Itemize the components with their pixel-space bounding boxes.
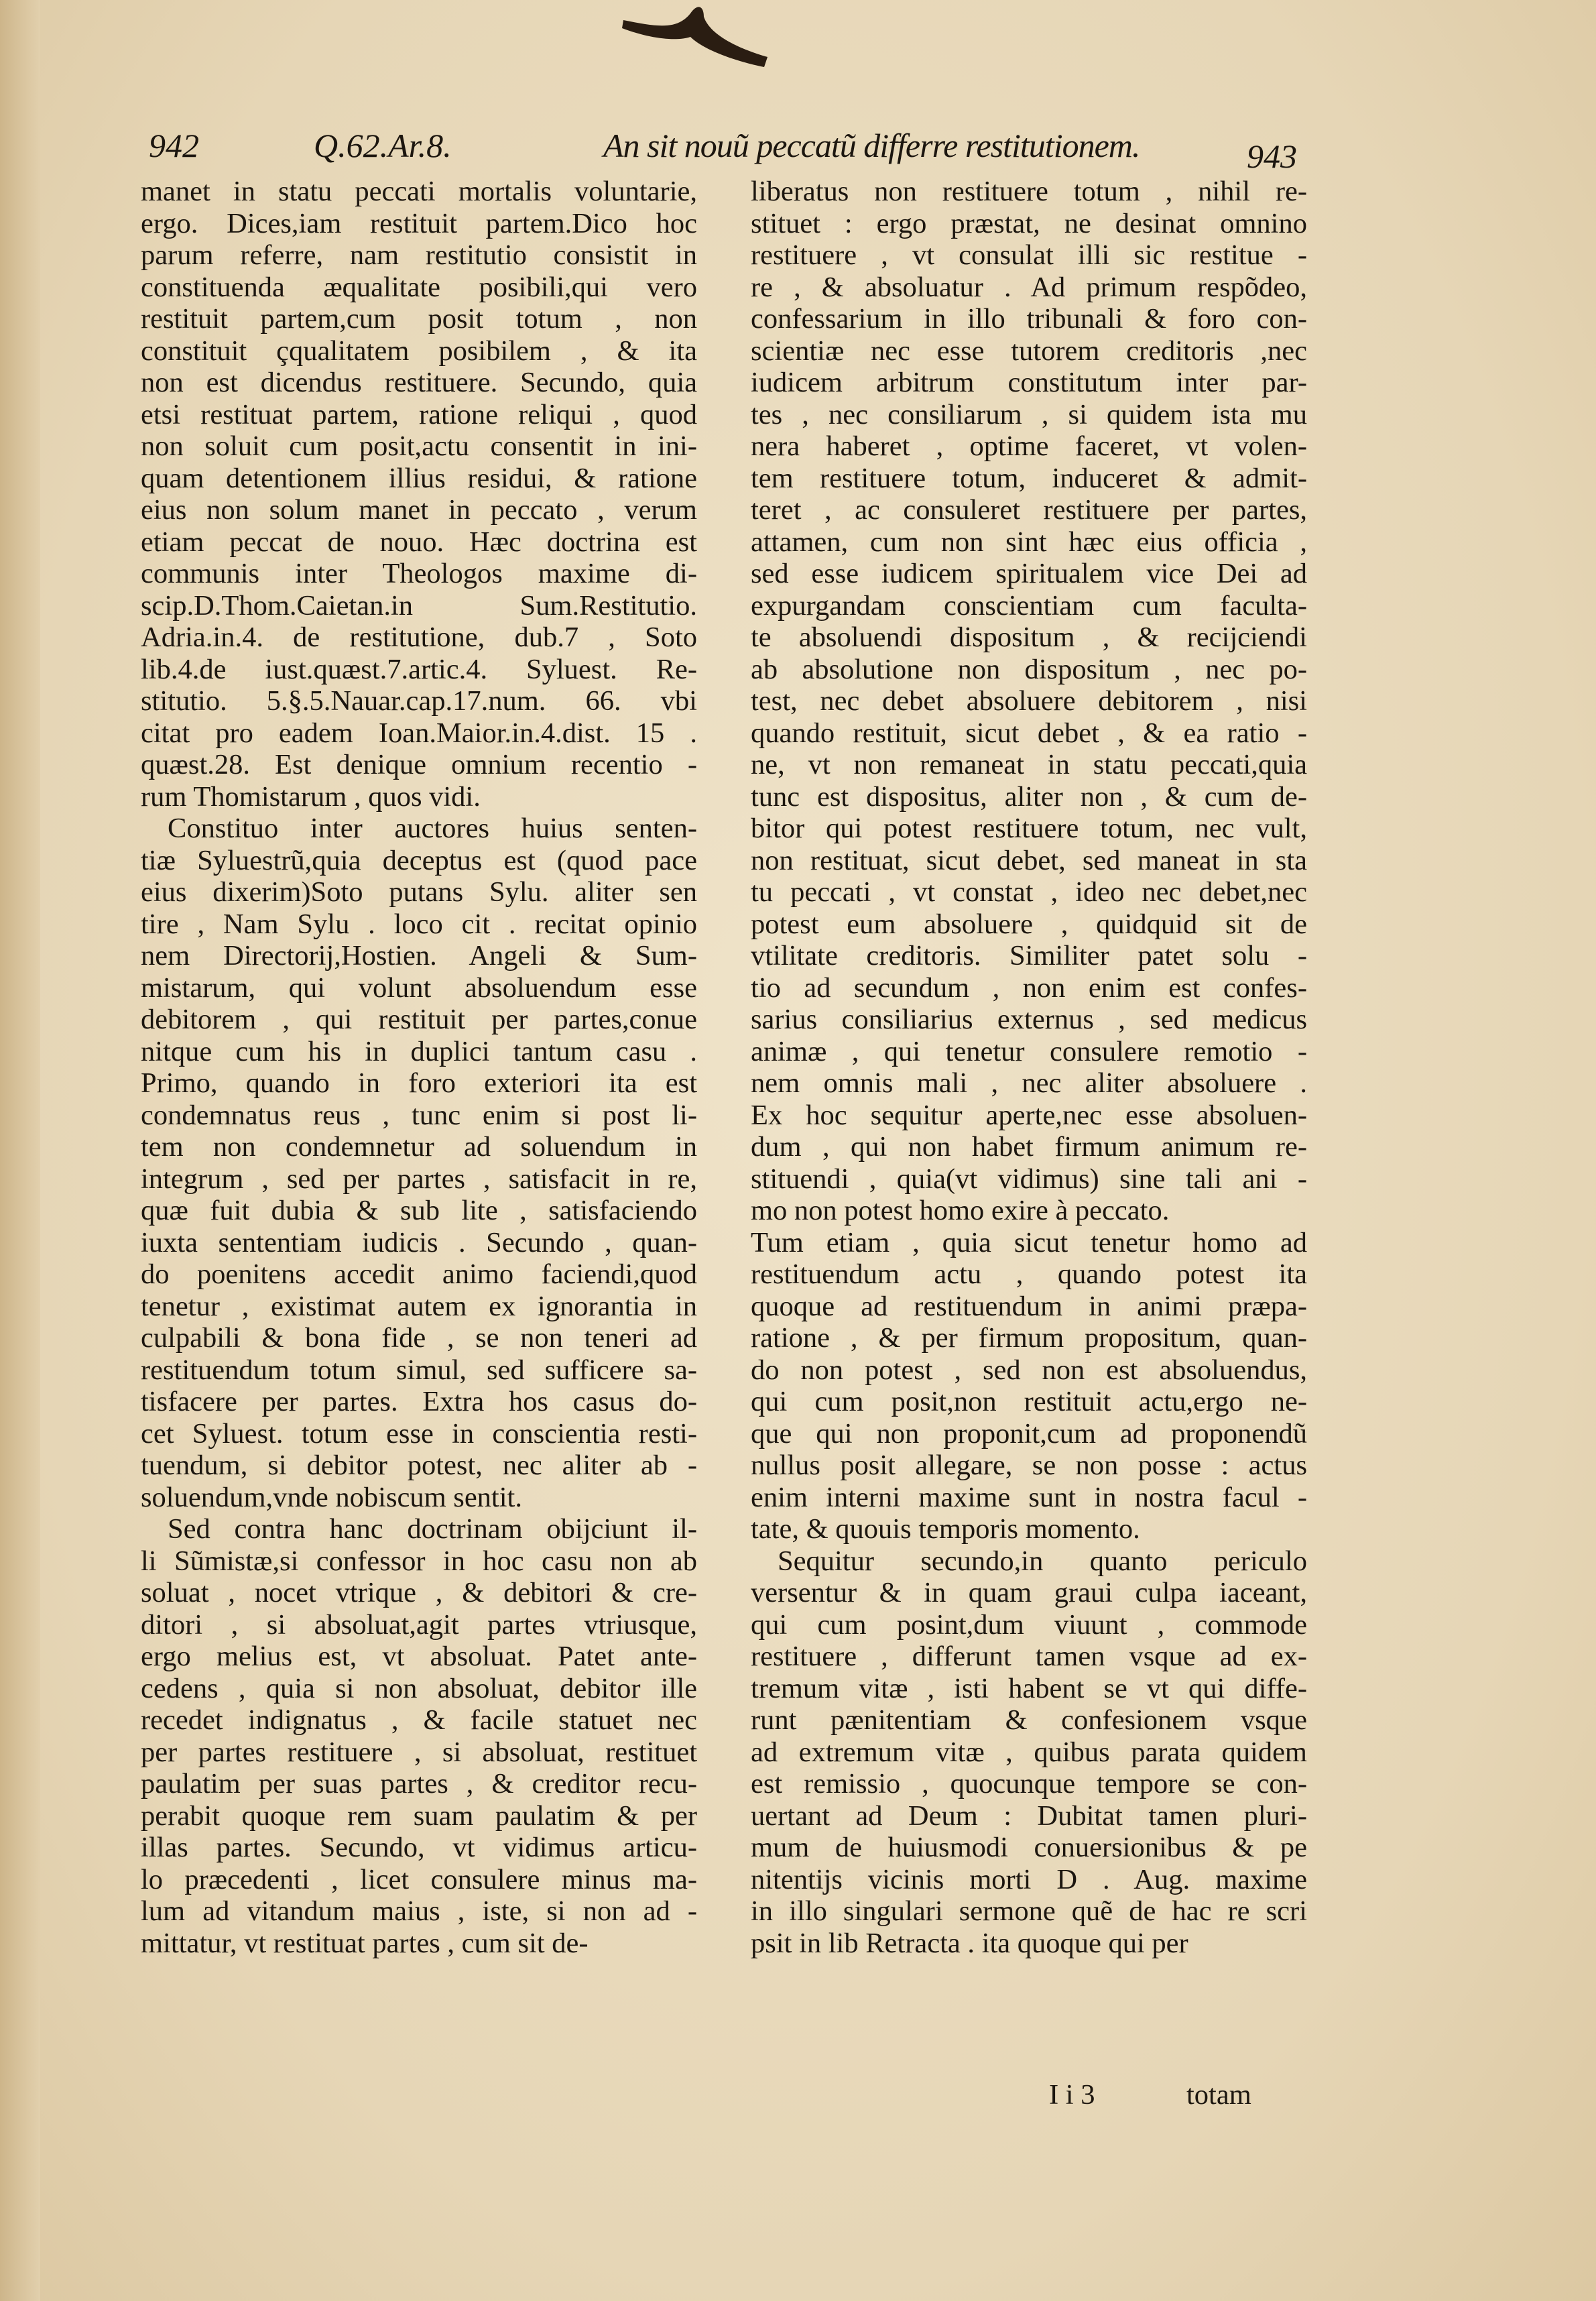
- text-line: nem Directorij,Hostien. Angeli & Sum-: [141, 940, 697, 971]
- text-line: non restituat, sicut debet, sed maneat in sta: [751, 844, 1307, 876]
- text-line: quando restituit, sicut debet , & ea ratio -: [751, 717, 1307, 749]
- text-line: soluat , nocet vtrique , & debitori & cre-: [141, 1577, 697, 1608]
- left-text-column: [141, 176, 697, 1959]
- text-line: mum de huiusmodi conuersionibus & pe: [751, 1832, 1307, 1863]
- text-line: teret , ac consuleret restituere per partes,: [751, 494, 1307, 526]
- text-line: cet Syluest. totum esse in conscientia resti-: [141, 1417, 697, 1450]
- text-line: stitutio. 5.§.5.Nauar.cap.17.num. 66. vbi: [141, 685, 697, 717]
- text-line: quam detentionem illius residui, & ratione: [141, 462, 697, 494]
- text-line: tunc est dispositus, aliter non , & cum de-: [751, 780, 1307, 813]
- text-line: restituit partem,cum posit totum , non: [141, 303, 697, 335]
- text-line: Constituo inter auctores huius senten-: [168, 813, 697, 844]
- text-line: mistarum, qui volunt absoluendum esse: [141, 971, 697, 1004]
- text-line: tremum vitæ , isti habent se vt qui diffe-: [751, 1672, 1307, 1704]
- text-line: tire , Nam Sylu . loco cit . recitat opinio: [141, 908, 697, 940]
- text-line: soluendum,vnde nobiscum sentit.: [141, 1481, 522, 1513]
- text-line: stituet : ergo præstat, ne desinat omnino: [751, 207, 1307, 239]
- text-line: lo præcedenti , licet consulere minus ma-: [141, 1863, 697, 1895]
- text-line: Adria.in.4. de restitutione, dub.7 , Soto: [141, 622, 697, 653]
- text-line: non est dicendus restituere. Secundo, quia: [141, 367, 697, 398]
- text-line: lum ad vitandum maius , iste, si non ad -: [141, 1895, 697, 1927]
- text-line: ne, vt non remaneat in statu peccati,quia: [751, 749, 1307, 780]
- text-line: Ex hoc sequitur aperte,nec esse absoluen-: [751, 1099, 1307, 1131]
- text-line: citat pro eadem Ioan.Maior.in.4.dist. 15 .: [141, 717, 697, 749]
- text-line: iuxta sententiam iudicis . Secundo , quan-: [141, 1226, 697, 1258]
- text-line: uertant ad Deum : Dubitat tamen pluri-: [751, 1800, 1307, 1832]
- running-title: An sit nouũ peccatũ differre restitutionem.: [603, 127, 1140, 164]
- text-line: restituendum totum simul, sed sufficere sa-: [141, 1354, 697, 1386]
- text-line: tio ad secundum , non enim est confes-: [751, 971, 1307, 1004]
- left-page-number: 942: [149, 127, 199, 164]
- text-line: recedet indignatus , & facile statuet nec: [141, 1704, 697, 1736]
- text-line: eius non solum manet in peccato , verum: [141, 494, 697, 526]
- text-line: quæ fuit dubia & sub lite , satisfaciendo: [141, 1195, 697, 1226]
- page-gutter-shadow: [0, 0, 40, 2301]
- text-line: nitentijs vicinis morti D . Aug. maxime: [751, 1863, 1307, 1895]
- text-line: rum Thomistarum , quos vidi.: [141, 780, 481, 813]
- text-line: scip.D.Thom.Caietan.in Sum.Restitutio.: [141, 589, 697, 622]
- text-line: potest eum absoluere , quidquid sit de: [751, 908, 1307, 940]
- text-line: bitor qui potest restituere totum, nec vult,: [751, 813, 1307, 844]
- text-line: nitque cum his in duplici tantum casu .: [141, 1035, 697, 1067]
- text-line: test, nec debet absoluere debitorem , nisi: [751, 685, 1307, 717]
- text-line: constituenda æqualitate posibili,qui vero: [141, 271, 697, 303]
- text-line: per partes restituere , si absoluat, restituet: [141, 1736, 697, 1768]
- text-line: quoque ad restituendum in animi præpa-: [751, 1290, 1307, 1322]
- text-line: enim interni maxime sunt in nostra facul -: [751, 1481, 1307, 1513]
- text-line: ditori , si absoluat,agit partes vtriusque,: [141, 1608, 697, 1641]
- text-line: manet in statu peccati mortalis voluntarie,: [141, 176, 697, 207]
- running-header: [141, 119, 1321, 180]
- text-line: ad extremum vitæ , quibus parata quidem: [751, 1736, 1307, 1768]
- text-line: paulatim per suas partes , & creditor recu-: [141, 1768, 697, 1800]
- text-line: tisfacere per partes. Extra hos casus do-: [141, 1386, 697, 1417]
- bookmark-ribbon-icon: [617, 0, 778, 74]
- text-line: tiæ Syluestrũ,quia deceptus est (quod pace: [141, 844, 697, 876]
- text-line: Primo, quando in foro exteriori ita est: [141, 1067, 697, 1099]
- text-line: parum referre, nam restitutio consistit in: [141, 239, 697, 271]
- text-line: tenetur , existimat autem ex ignorantia in: [141, 1290, 697, 1322]
- question-article-reference: Q.62.Ar.8.: [314, 127, 452, 164]
- text-line: mo non potest homo exire à peccato.: [751, 1195, 1170, 1226]
- text-line: ergo. Dices,iam restituit partem.Dico hoc: [141, 207, 697, 239]
- text-line: nullus posit allegare, se non posse : actus: [751, 1450, 1307, 1481]
- text-line: vtilitate creditoris. Similiter patet solu -: [751, 940, 1307, 971]
- text-line: restituere , vt consulat illi sic restitue -: [751, 239, 1307, 271]
- right-text-column: [751, 176, 1307, 1959]
- text-line: condemnatus reus , tunc enim si post li-: [141, 1099, 697, 1131]
- text-line: runt pænitentiam & confesionem vsque: [751, 1704, 1307, 1736]
- text-line: que qui non proponit,cum ad proponendũ: [751, 1417, 1307, 1450]
- text-line: sed esse iudicem spiritualem vice Dei ad: [751, 558, 1307, 589]
- text-line: etiam peccat de nouo. Hæc doctrina est: [141, 526, 697, 558]
- text-line: te absoluendi dispositum , & recijciendi: [751, 622, 1307, 653]
- text-line: dum , qui non habet firmum animum re-: [751, 1131, 1307, 1163]
- text-line: perabit quoque rem suam paulatim & per: [141, 1800, 697, 1832]
- text-line: iudicem arbitrum constitutum inter par-: [751, 367, 1307, 398]
- text-line: qui cum posit,non restituit actu,ergo ne-: [751, 1386, 1307, 1417]
- text-line: animæ , qui tenetur consulere remotio -: [751, 1035, 1307, 1067]
- text-line: psit in lib Retracta . ita quoque qui per: [751, 1927, 1188, 1959]
- text-line: scientiæ nec esse tutorem creditoris ,nec: [751, 335, 1307, 367]
- text-line: eius dixerim)Soto putans Sylu. aliter sen: [141, 876, 697, 908]
- text-line: non soluit cum posit,actu consentit in ini-: [141, 430, 697, 462]
- text-line: nera haberet , optime faceret, vt volen-: [751, 430, 1307, 462]
- text-line: illas partes. Secundo, vt vidimus articu-: [141, 1832, 697, 1863]
- right-page-number: 943: [1247, 137, 1297, 175]
- text-line: liberatus non restituere totum , nihil re-: [751, 176, 1307, 207]
- text-line: tu peccati , vt constat , ideo nec debet,nec: [751, 876, 1307, 908]
- text-line: restituendum actu , quando potest ita: [751, 1258, 1307, 1290]
- text-line: est remissio , quocunque tempore se con-: [751, 1768, 1307, 1800]
- text-line: qui cum posint,dum viuunt , commode: [751, 1608, 1307, 1641]
- text-line: Sed contra hanc doctrinam obijciunt il-: [168, 1513, 697, 1545]
- text-line: cedens , quia si non absoluat, debitor ille: [141, 1672, 697, 1704]
- text-line: ab absolutione non dispositum , nec po-: [751, 653, 1307, 685]
- text-line: nem omnis mali , nec aliter absoluere .: [751, 1067, 1307, 1099]
- text-line: integrum , sed per partes , satisfacit in re,: [141, 1163, 697, 1195]
- text-line: tate, & quouis temporis momento.: [751, 1513, 1140, 1545]
- text-line: expurgandam conscientiam cum faculta-: [751, 589, 1307, 622]
- text-line: culpabili & bona fide , se non teneri ad: [141, 1322, 697, 1354]
- text-line: tes , nec consiliarum , si quidem ista mu: [751, 398, 1307, 430]
- text-line: constituit çqualitatem posibilem , & ita: [141, 335, 697, 367]
- text-line: sarius consiliarius externus , sed medicus: [751, 1004, 1307, 1035]
- text-line: tem non condemnetur ad soluendum in: [141, 1131, 697, 1163]
- text-line: versentur & in quam graui culpa iaceant,: [751, 1577, 1307, 1608]
- text-line: do non potest , sed non est absoluendus,: [751, 1354, 1307, 1386]
- text-line: quæst.28. Est denique omnium recentio -: [141, 749, 697, 780]
- text-line: in illo singulari sermone quẽ de hac re scri: [751, 1895, 1307, 1927]
- text-line: tuendum, si debitor potest, nec aliter ab -: [141, 1450, 697, 1481]
- text-line: Tum etiam , quia sicut tenetur homo ad: [751, 1226, 1307, 1258]
- text-line: stituendi , quia(vt vidimus) sine tali ani -: [751, 1163, 1307, 1195]
- text-line: lib.4.de iust.quæst.7.artic.4. Syluest. Re-: [141, 653, 697, 685]
- text-line: Sequitur secundo,in quanto periculo: [778, 1545, 1307, 1577]
- text-line: etsi restituat partem, ratione reliqui , quod: [141, 398, 697, 430]
- text-line: mittatur, vt restituat partes , cum sit de-: [141, 1927, 589, 1959]
- text-line: re , & absoluatur . Ad primum respõdeo,: [751, 271, 1307, 303]
- text-line: ratione , & per firmum propositum, quan-: [751, 1322, 1307, 1354]
- text-line: tem restituere totum, induceret & admit-: [751, 462, 1307, 494]
- text-line: ergo melius est, vt absoluat. Patet ante-: [141, 1641, 697, 1672]
- text-line: do poenitens accedit animo faciendi,quod: [141, 1258, 697, 1290]
- text-line: attamen, cum non sint hæc eius officia ,: [751, 526, 1307, 558]
- text-line: restituere , differunt tamen vsque ad ex-: [751, 1641, 1307, 1672]
- text-line: communis inter Theologos maxime di-: [141, 558, 697, 589]
- text-line: confessarium in illo tribunali & foro con-: [751, 303, 1307, 335]
- catchword: totam: [1186, 2079, 1251, 2111]
- text-line: li Sũmistæ,si confessor in hoc casu non ab: [141, 1545, 697, 1577]
- text-line: debitorem , qui restituit per partes,conue: [141, 1004, 697, 1035]
- signature-mark: I i 3: [1049, 2079, 1095, 2111]
